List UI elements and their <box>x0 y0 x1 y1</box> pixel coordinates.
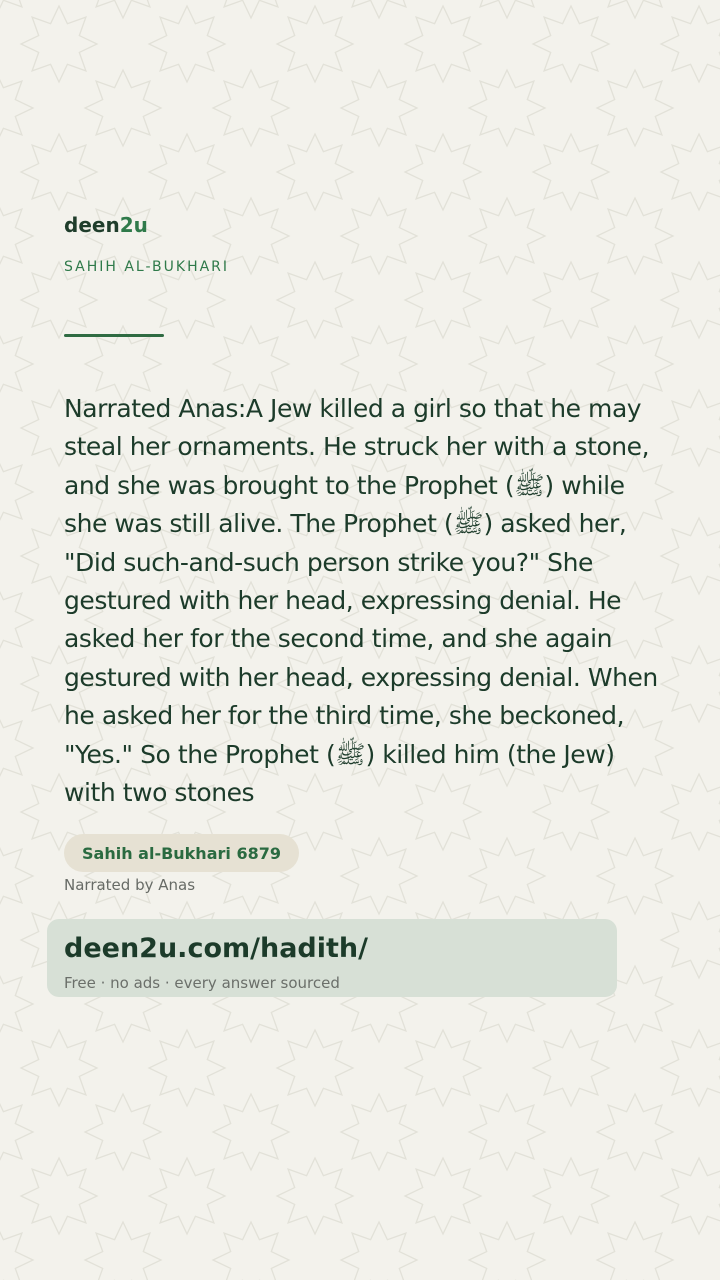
reference-label: Sahih al-Bukhari 6879 <box>82 843 281 863</box>
cta-url-link[interactable]: deen2u.com/hadith/ <box>64 933 369 964</box>
reference-badge <box>64 834 299 872</box>
brand-name-accent: 2u <box>119 213 148 237</box>
collection-label: SAHIH AL-BUKHARI <box>64 259 230 275</box>
brand-logo <box>64 213 148 237</box>
narrator-label: Narrated by Anas <box>64 876 196 894</box>
cta-box[interactable] <box>47 919 617 997</box>
brand-name-prefix: deen <box>64 213 120 237</box>
divider <box>64 334 164 337</box>
hadith-text: Narrated Anas:A Jew killed a girl so that he may steal her ornaments. He struck her with a stone, and she was brought to the Prophet (ﷺ) while she was still alive. The Prophet (ﷺ) asked her, "Did such-and-such person strike you?" She gestured with her head, expressing denial. He asked her for the second time, and she again gestured with her head, expressing denial. When he asked her for the third time, she beckoned, "Yes." So the Prophet (ﷺ) killed him (the Jew) with two stones <box>64 394 658 808</box>
cta-tagline: Free · no ads · every answer sourced <box>64 974 340 992</box>
